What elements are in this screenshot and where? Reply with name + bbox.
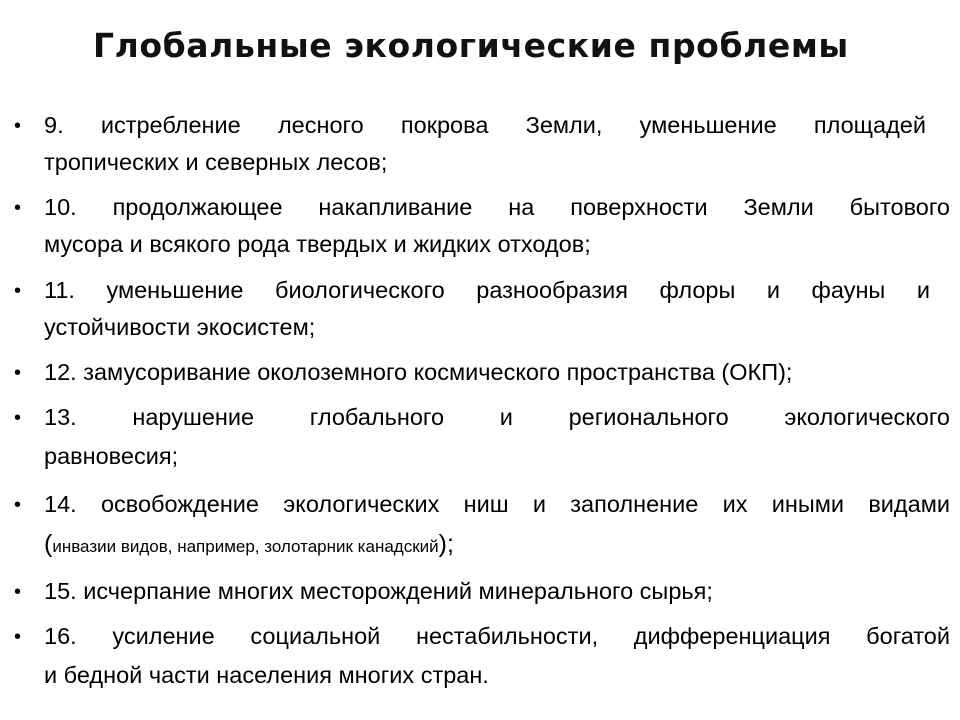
bullet-icon: • — [14, 494, 22, 516]
item-text-line: и бедной части населения многих стран. — [44, 662, 489, 688]
item-text-line: 12. замусоривание околоземного космического пространства (ОКП); — [44, 359, 793, 385]
item-text-line: 10. продолжающее накапливание на поверхности Земли бытового — [44, 194, 950, 220]
item-text-line — [44, 524, 950, 567]
bullet-icon: • — [14, 197, 22, 219]
slide-title: Глобальные экологические проблемы — [93, 26, 849, 65]
item-text-line: равновесия; — [44, 443, 179, 469]
bullet-icon: • — [14, 581, 22, 603]
item-text-line: 13. нарушение глобального и регионального экологического — [44, 404, 950, 430]
bullet-icon: • — [14, 280, 22, 302]
item-text-line: 16. усиление социальной нестабильности, дифференциация богатой — [44, 623, 950, 649]
item-note: инвазии видов, например, золотарник канадский — [52, 537, 439, 556]
item-text-line: мусора и всякого рода твердых и жидких отходов; — [44, 231, 591, 257]
item-text-line: устойчивости экосистем; — [44, 314, 316, 340]
paren-close: ); — [438, 530, 454, 558]
bullet-icon: • — [14, 407, 22, 429]
item-text-line: 14. освобождение экологических ниш и заполнение их иными видами — [44, 491, 950, 517]
item-text-line: тропических и северных лесов; — [44, 149, 388, 175]
item-text-line: 9. истребление лесного покрова Земли, уменьшение площадей — [44, 112, 926, 138]
bullet-icon: • — [14, 362, 22, 384]
bullet-icon: • — [14, 115, 22, 137]
item-text-line: 15. исчерпание многих месторождений минерального сырья; — [44, 578, 713, 604]
paren-open: ( — [44, 530, 53, 558]
bullet-icon: • — [14, 626, 22, 648]
item-text-line: 11. уменьшение биологического разнообразия флоры и фауны и — [44, 277, 930, 303]
